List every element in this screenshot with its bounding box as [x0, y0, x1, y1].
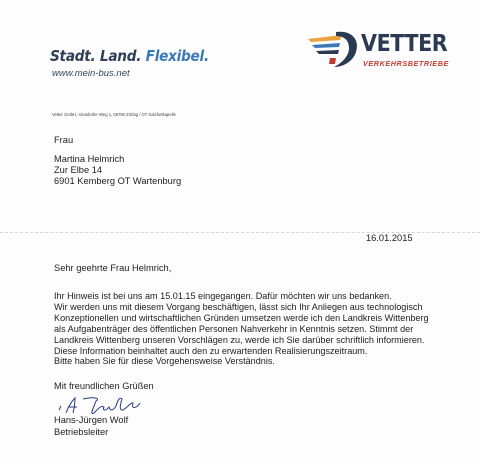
company-website: www.mein-bus.net — [52, 68, 130, 79]
recipient-city: 6901 Kemberg OT Wartenburg — [54, 176, 182, 186]
logo-wordmark: VETTER — [361, 31, 448, 57]
recipient-name: Martina Helmrich — [54, 154, 125, 164]
body-line: Landkreis Wittenberg unseren Vorschlägen zu, werde ich Sie darüber schriftlich informieren. — [54, 334, 425, 345]
greeting: Sehr geehrte Frau Helmrich, — [54, 263, 172, 273]
recipient-salutation: Frau — [54, 135, 74, 145]
logo-subtitle: VERKEHRSBETRIEBE — [363, 59, 449, 68]
body-line: Wir werden uns mit diesem Vorgang beschäftigen, lässt sich Ihr Anliegen aus technologisch — [54, 301, 423, 312]
slogan-part2: Flexibel. — [145, 47, 209, 65]
vetter-logo — [306, 30, 456, 70]
vetter-swoosh-logo-icon — [306, 30, 362, 70]
letter-date: 16.01.2015 — [366, 233, 413, 243]
company-slogan — [50, 47, 209, 65]
body-line: Diese Information beinhaltet auch den zu erwartenden Realisierungszeitraum. — [54, 345, 368, 356]
signer-name: Hans-Jürgen Wolf — [54, 415, 129, 425]
body-line: Ihr Hinweis ist bei uns am 15.01.15 eingegangen. Dafür möchten wir uns bedanken. — [54, 291, 392, 301]
sender-return-line: Vetter GmbH, Hinsdorfer Weg 1, 06780 Zörbig / OT Salzfurtkapelle — [52, 112, 176, 117]
letter-body — [54, 291, 464, 367]
closing-phrase: Mit freundlichen Grüßen — [54, 381, 154, 391]
recipient-street: Zur Elbe 14 — [54, 165, 103, 175]
body-line: als Aufgabenträger des öffentlichen Personen Nahverkehr in Kenntnis setzen. Stimmt der — [54, 323, 414, 334]
body-line: Konzeptionellen und wirtschaftlichen Gründen umsetzen werde ich den Landkreis Wittenberg — [54, 312, 429, 323]
body-line: Bitte haben Sie für diese Vorgehensweise Verständnis. — [54, 356, 275, 367]
signer-title: Betriebsleiter — [54, 427, 109, 437]
slogan-part1: Stadt. Land. — [50, 47, 146, 65]
